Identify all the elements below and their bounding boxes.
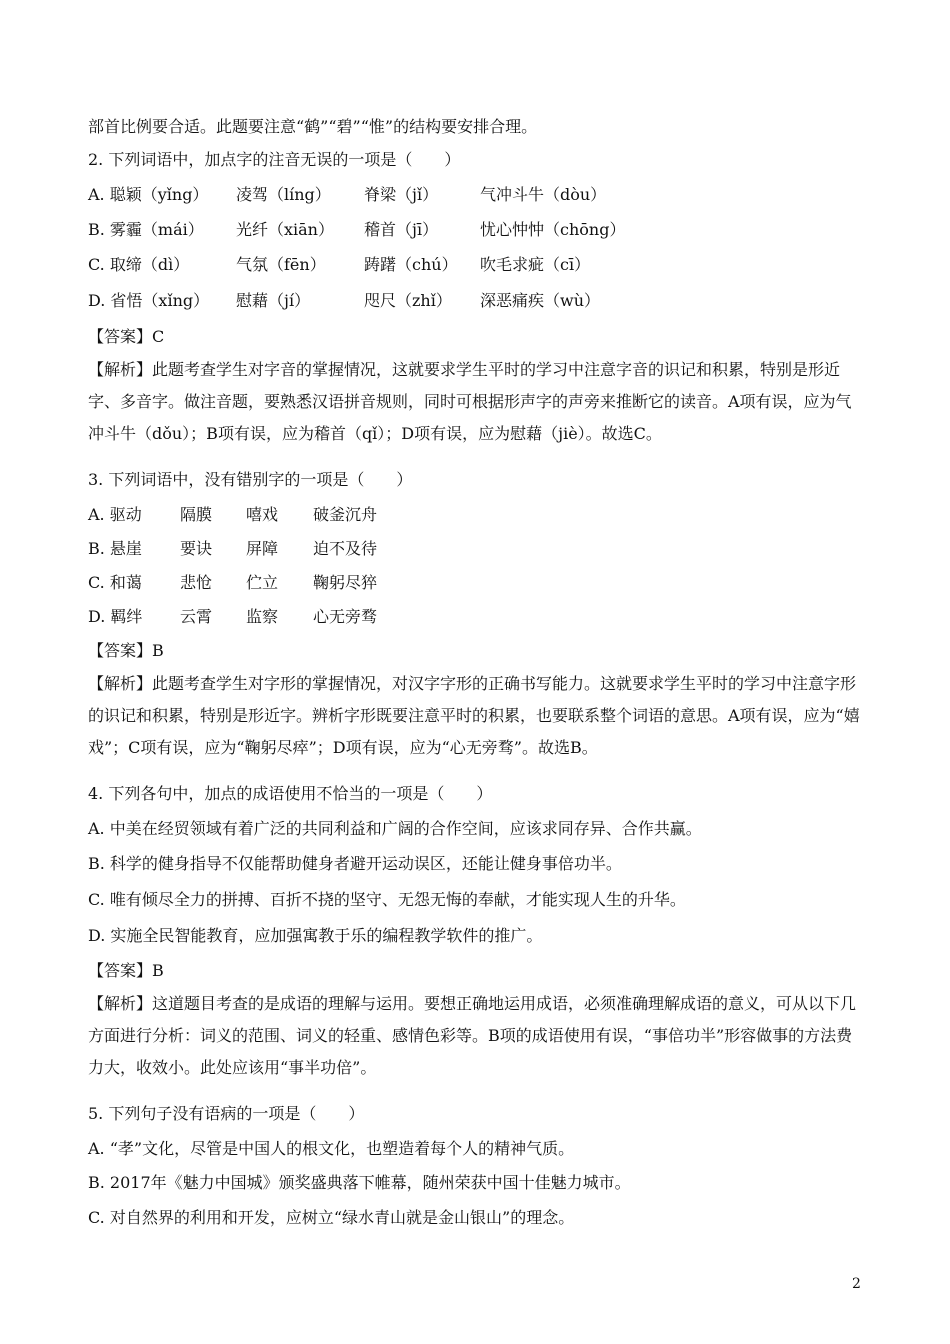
q4-analysis: 【解析】这道题目考查的是成语的理解与运用。要想正确地运用成语，必须准确理解成语的意义，可从以下几方面进行分析：词义的范围、词义的轻重、感情色彩等。B项的成语使用有误，“事倍功半”形容做事的方法费力大，收效小。此处应该用“事半功倍”。 xyxy=(88,994,857,1077)
q4-option-c: C. 唯有倾尽全力的拼搏、百折不挠的坚守、无怨无悔的奉献，才能实现人生的升华。 xyxy=(88,890,686,909)
q3-a-1: A. 驱动 xyxy=(88,505,142,524)
q5-stem: 5. 下列句子没有语病的一项是（ ） xyxy=(88,1104,365,1123)
q3-a-3: 嘻戏 xyxy=(246,505,279,524)
q3-c-1: C. 和蔼 xyxy=(88,573,142,592)
q3-a-2: 隔膜 xyxy=(180,505,213,524)
q3-stem: 3. 下列词语中，没有错别字的一项是（ ） xyxy=(88,470,413,489)
q2-b-3: 稽首（jī） xyxy=(364,220,439,239)
q2-stem: 2. 下列词语中，加点字的注音无误的一项是（ ） xyxy=(88,150,461,169)
q5-option-a: A. “孝”文化，尽管是中国人的根文化，也塑造着每个人的精神气质。 xyxy=(88,1139,575,1158)
q2-d-2: 慰藉（jí） xyxy=(236,291,311,310)
q2-c-1: C. 取缔（dì） xyxy=(88,255,190,274)
q2-a-4: 气冲斗牛（dòu） xyxy=(480,185,607,204)
q2-analysis: 【解析】此题考查学生对字音的掌握情况，这就要求学生平时的学习中注意字音的识记和积累，特别是形近字、多音字。做注音题，要熟悉汉语拼音规则，同时可根据形声字的声旁来推断它的读音。A项有误，应为气冲斗牛（dǒu）；B项有误，应为稽首（qǐ）；D项有误，应为慰藉（jiè）。故选C。 xyxy=(88,360,852,443)
q5-option-b: B. 2017年《魅力中国城》颁奖盛典落下帷幕，随州荣获中国十佳魅力城市。 xyxy=(88,1173,631,1192)
q2-c-2: 气氛（fēn） xyxy=(236,255,326,274)
q5-option-c: C. 对自然界的利用和开发，应树立“绿水青山就是金山银山”的理念。 xyxy=(88,1208,575,1227)
q2-b-4: 忧心忡忡（chōng） xyxy=(480,220,626,239)
q2-a-2: 凌驾（líng） xyxy=(236,185,331,204)
q2-a-1: A. 聪颖（yǐng） xyxy=(88,185,209,204)
q2-d-4: 深恶痛疾（wù） xyxy=(480,291,601,310)
q3-c-3: 伫立 xyxy=(246,573,279,592)
q3-c-4: 鞠躬尽猝 xyxy=(313,573,378,592)
q3-analysis: 【解析】此题考查学生对字形的掌握情况，对汉字字形的正确书写能力。这就要求学生平时的学习中注意字形的识记和积累，特别是形近字。辨析字形既要注意平时的积累，也要联系整个词语的意思。A项有误，应为“嬉戏”；C项有误，应为“鞠躬尽瘁”；D项有误，应为“心无旁骛”。故选B。 xyxy=(88,674,860,757)
q4-answer: 【答案】B xyxy=(88,961,164,980)
q3-d-2: 云霄 xyxy=(180,607,213,626)
q3-d-3: 监察 xyxy=(246,607,279,626)
page-number: 2 xyxy=(852,1276,861,1292)
q2-d-3: 咫尺（zhǐ） xyxy=(364,291,452,310)
intro-line: 部首比例要合适。此题要注意“鹤”“碧”“惟”的结构要安排合理。 xyxy=(88,117,538,136)
q3-c-2: 悲怆 xyxy=(180,573,213,592)
q3-b-4: 迫不及待 xyxy=(313,539,378,558)
q2-c-4: 吹毛求疵（cī） xyxy=(480,255,591,274)
q3-b-2: 要诀 xyxy=(180,539,213,558)
q4-option-b: B. 科学的健身指导不仅能帮助健身者避开运动误区，还能让健身事倍功半。 xyxy=(88,854,622,873)
q2-a-3: 脊梁（jǐ） xyxy=(364,185,439,204)
q3-answer: 【答案】B xyxy=(88,641,164,660)
q2-answer: 【答案】C xyxy=(88,327,165,346)
q3-b-1: B. 悬崖 xyxy=(88,539,142,558)
q2-c-3: 踌躇（chú） xyxy=(364,255,458,274)
q2-d-1: D. 省悟（xǐng） xyxy=(88,291,210,310)
q3-d-4: 心无旁骛 xyxy=(313,607,378,626)
q4-option-d: D. 实施全民智能教育，应加强寓教于乐的编程教学软件的推广。 xyxy=(88,926,543,945)
q4-option-a: A. 中美在经贸领域有着广泛的共同利益和广阔的合作空间，应该求同存异、合作共赢。 xyxy=(88,819,702,838)
q3-d-1: D. 羁绊 xyxy=(88,607,143,626)
q4-stem: 4. 下列各句中，加点的成语使用不恰当的一项是（ ） xyxy=(88,784,493,803)
q3-a-4: 破釜沉舟 xyxy=(313,505,378,524)
q2-b-2: 光纤（xiān） xyxy=(236,220,334,239)
q2-b-1: B. 雾霾（mái） xyxy=(88,220,204,239)
q3-b-3: 屏障 xyxy=(246,539,279,558)
